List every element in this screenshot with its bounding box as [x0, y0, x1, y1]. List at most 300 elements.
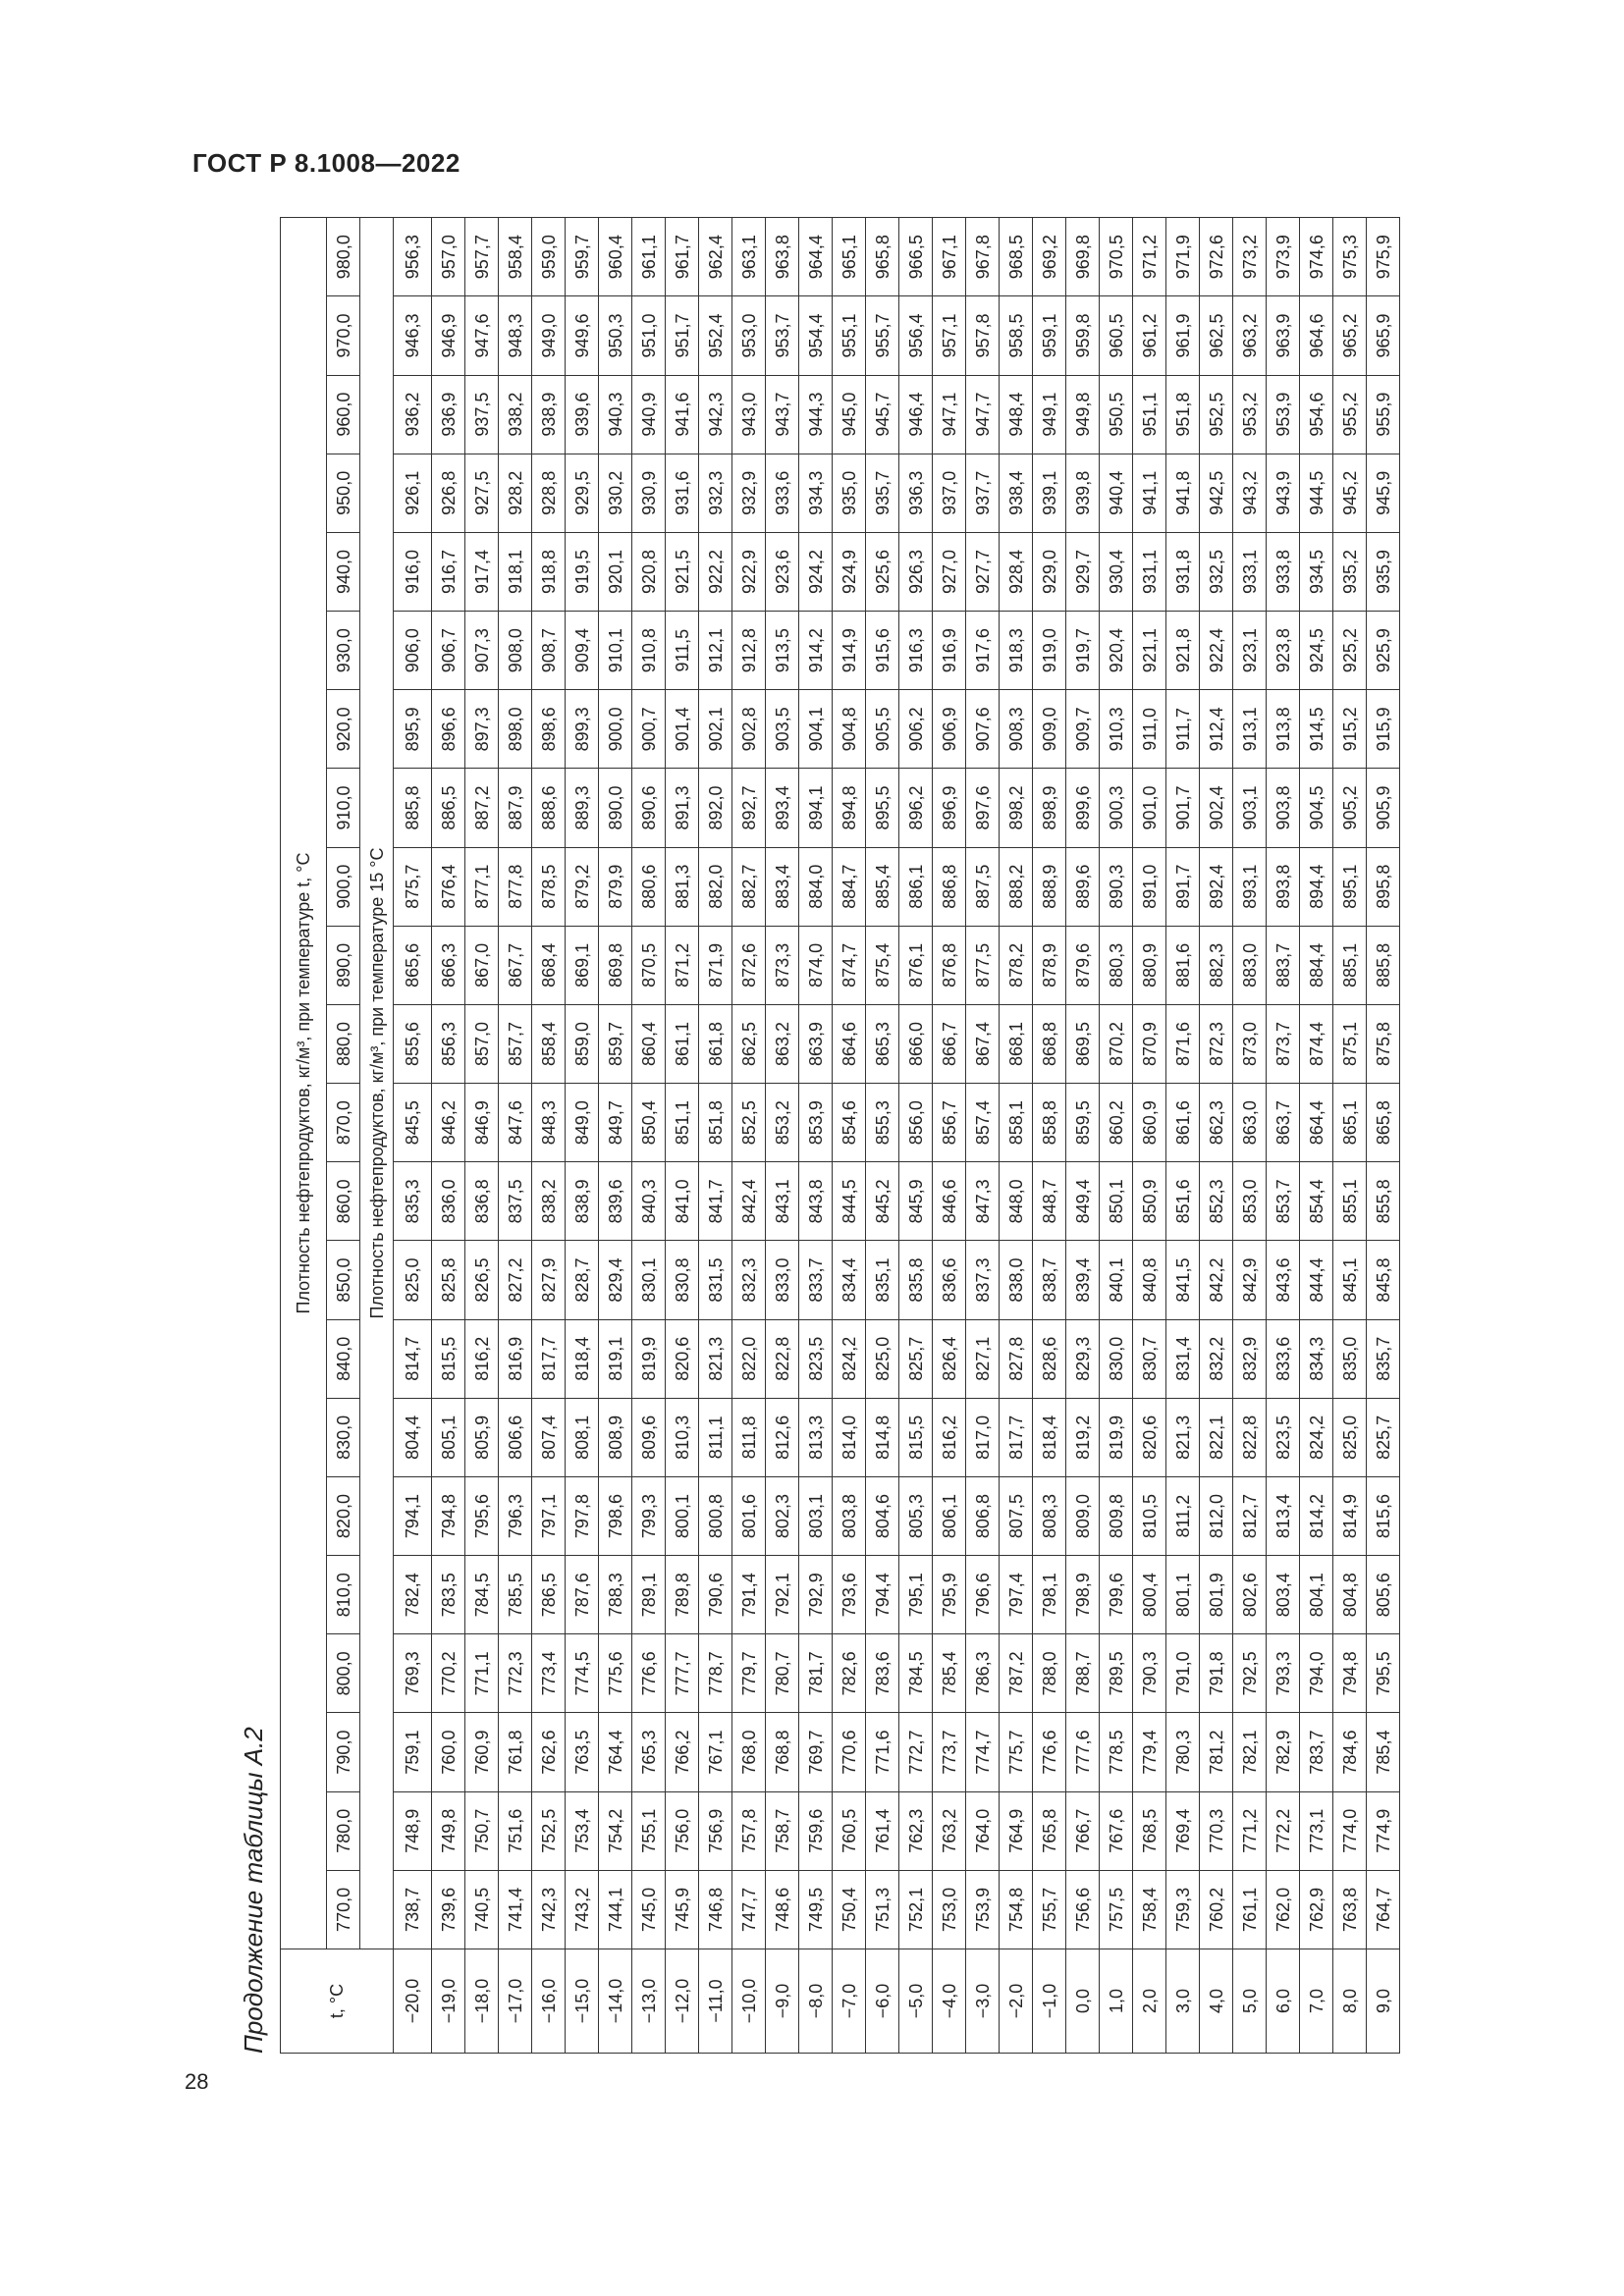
density-cell: 853,7 [1267, 1162, 1300, 1241]
density-cell: 750,7 [465, 1791, 499, 1870]
density-cell: 799,6 [1100, 1556, 1133, 1634]
density-cell: 906,0 [394, 612, 432, 690]
density-cell: 877,8 [499, 847, 532, 926]
density-cell: 867,0 [465, 926, 499, 1004]
density-cell: 954,6 [1300, 375, 1333, 454]
density-cell: 782,4 [394, 1556, 432, 1634]
density-cell: 960,4 [599, 218, 632, 296]
density-cell: 760,9 [465, 1713, 499, 1791]
density-cell: 761,8 [499, 1713, 532, 1791]
temperature-cell: −20,0 [394, 1949, 432, 2054]
density-cell: 913,5 [766, 612, 799, 690]
density-cell: 914,5 [1300, 690, 1333, 769]
density-cell: 857,0 [465, 1004, 499, 1083]
density-cell: 770,2 [432, 1634, 465, 1713]
density-column-header: 900,0 [327, 847, 360, 926]
density-cell: 956,4 [899, 296, 933, 375]
density-cell: 922,2 [699, 532, 732, 611]
density-cell: 937,5 [465, 375, 499, 454]
density-cell: 866,7 [933, 1004, 966, 1083]
density-column-header: 930,0 [327, 612, 360, 690]
table-row [1166, 218, 1200, 2054]
density-cell: 749,5 [799, 1870, 833, 1949]
density-cell: 869,1 [566, 926, 599, 1004]
density-cell: 903,5 [766, 690, 799, 769]
density-cell: 918,3 [1000, 612, 1033, 690]
density-cell: 850,9 [1133, 1162, 1166, 1241]
density-cell: 882,0 [699, 847, 732, 926]
density-cell: 791,8 [1200, 1634, 1233, 1713]
density-cell: 801,9 [1200, 1556, 1233, 1634]
density-cell: 878,2 [1000, 926, 1033, 1004]
density-cell: 933,8 [1267, 532, 1300, 611]
density-cell: 749,8 [432, 1791, 465, 1870]
temperature-column-header: t, °C [281, 1949, 394, 2054]
density-cell: 748,9 [394, 1791, 432, 1870]
density-cell: 867,4 [966, 1004, 1000, 1083]
table-row [732, 218, 766, 2054]
density-cell: 877,5 [966, 926, 1000, 1004]
density-cell: 959,7 [566, 218, 599, 296]
density-cell: 967,1 [933, 218, 966, 296]
density-cell: 940,3 [599, 375, 632, 454]
density-cell: 891,7 [1166, 847, 1200, 926]
density-cell: 869,8 [599, 926, 632, 1004]
density-cell: 755,1 [632, 1791, 666, 1870]
density-cell: 943,0 [732, 375, 766, 454]
density-cell: 946,3 [394, 296, 432, 375]
density-cell: 830,8 [666, 1241, 699, 1319]
density-cell: 756,0 [666, 1791, 699, 1870]
density-cell: 825,0 [1333, 1398, 1367, 1476]
density-cell: 928,4 [1000, 532, 1033, 611]
density-cell: 947,1 [933, 375, 966, 454]
density-cell: 909,7 [1066, 690, 1100, 769]
density-cell: 825,7 [1367, 1398, 1400, 1476]
density-cell: 808,3 [1033, 1476, 1066, 1555]
density-cell: 751,6 [499, 1791, 532, 1870]
density-cell: 901,4 [666, 690, 699, 769]
density-cell: 877,1 [465, 847, 499, 926]
density-cell: 937,0 [933, 454, 966, 532]
density-cell: 924,2 [799, 532, 833, 611]
density-cell: 859,0 [566, 1004, 599, 1083]
density-cell: 787,2 [1000, 1634, 1033, 1713]
density-cell: 910,1 [599, 612, 632, 690]
density-cell: 876,4 [432, 847, 465, 926]
density-cell: 793,3 [1267, 1634, 1300, 1713]
table-row [933, 218, 966, 2054]
density-cell: 777,7 [666, 1634, 699, 1713]
density-cell: 798,9 [1066, 1556, 1100, 1634]
density-cell: 822,8 [1233, 1398, 1267, 1476]
density-cell: 904,5 [1300, 769, 1333, 847]
density-cell: 874,0 [799, 926, 833, 1004]
density-cell: 911,5 [666, 612, 699, 690]
density-cell: 939,6 [566, 375, 599, 454]
density-column-header: 890,0 [327, 926, 360, 1004]
density-cell: 842,9 [1233, 1241, 1267, 1319]
density-cell: 949,0 [532, 296, 566, 375]
density-cell: 975,3 [1333, 218, 1367, 296]
density-cell: 915,2 [1333, 690, 1367, 769]
density-column-header: 800,0 [327, 1634, 360, 1713]
density-cell: 891,0 [1133, 847, 1166, 926]
density-cell: 863,2 [766, 1004, 799, 1083]
density-cell: 770,3 [1200, 1791, 1233, 1870]
density-cell: 807,4 [532, 1398, 566, 1476]
density-cell: 898,6 [532, 690, 566, 769]
density-cell: 920,8 [632, 532, 666, 611]
density-cell: 946,9 [432, 296, 465, 375]
density-cell: 895,5 [866, 769, 899, 847]
table-row [1333, 218, 1367, 2054]
density-cell: 759,1 [394, 1713, 432, 1791]
density-cell: 931,1 [1133, 532, 1166, 611]
density-cell: 916,0 [394, 532, 432, 611]
density-cell: 766,7 [1066, 1791, 1100, 1870]
density-cell: 793,6 [833, 1556, 866, 1634]
density-cell: 752,1 [899, 1870, 933, 1949]
density-cell: 783,6 [866, 1634, 899, 1713]
density-cell: 771,2 [1233, 1791, 1267, 1870]
density-cell: 769,7 [799, 1713, 833, 1791]
density-cell: 951,8 [1166, 375, 1200, 454]
density-cell: 897,3 [465, 690, 499, 769]
density-cell: 925,9 [1367, 612, 1400, 690]
table-row [1267, 218, 1300, 2054]
density-cell: 831,4 [1166, 1319, 1200, 1398]
density-cell: 835,1 [866, 1241, 899, 1319]
density-cell: 806,8 [966, 1476, 1000, 1555]
density-cell: 882,3 [1200, 926, 1233, 1004]
density-cell: 944,5 [1300, 454, 1333, 532]
density-cell: 936,9 [432, 375, 465, 454]
density-cell: 867,7 [499, 926, 532, 1004]
density-cell: 773,7 [933, 1713, 966, 1791]
density-cell: 816,9 [499, 1319, 532, 1398]
density-cell: 894,4 [1300, 847, 1333, 926]
density-cell: 909,4 [566, 612, 599, 690]
density-cell: 953,9 [1267, 375, 1300, 454]
density-cell: 760,2 [1200, 1870, 1233, 1949]
density-cell: 898,9 [1033, 769, 1066, 847]
density-cell: 952,5 [1200, 375, 1233, 454]
table-row [394, 218, 432, 2054]
density-cell: 794,1 [394, 1476, 432, 1555]
density-cell: 865,6 [394, 926, 432, 1004]
density-cell: 739,6 [432, 1870, 465, 1949]
density-column-header: 780,0 [327, 1791, 360, 1870]
density-cell: 870,2 [1100, 1004, 1133, 1083]
density-cell: 774,7 [966, 1713, 1000, 1791]
density-cell: 924,5 [1300, 612, 1333, 690]
density-cell: 800,8 [699, 1476, 732, 1555]
density-cell: 760,0 [432, 1713, 465, 1791]
density-cell: 843,6 [1267, 1241, 1300, 1319]
table-row [465, 218, 499, 2054]
density-cell: 879,6 [1066, 926, 1100, 1004]
density-cell: 960,5 [1100, 296, 1133, 375]
density-cell: 961,1 [632, 218, 666, 296]
density-cell: 806,1 [933, 1476, 966, 1555]
density-cell: 815,5 [432, 1319, 465, 1398]
density-cell: 900,7 [632, 690, 666, 769]
density-cell: 813,3 [799, 1398, 833, 1476]
density-cell: 794,4 [866, 1556, 899, 1634]
density-cell: 936,3 [899, 454, 933, 532]
density-cell: 803,1 [799, 1476, 833, 1555]
density-cell: 893,1 [1233, 847, 1267, 926]
density-cell: 837,3 [966, 1241, 1000, 1319]
density-cell: 896,9 [933, 769, 966, 847]
density-cell: 955,7 [866, 296, 899, 375]
density-cell: 799,3 [632, 1476, 666, 1555]
density-cell: 819,9 [632, 1319, 666, 1398]
density-cell: 813,4 [1267, 1476, 1300, 1555]
temperature-cell: 3,0 [1166, 1949, 1200, 2054]
density-cell: 897,6 [966, 769, 1000, 847]
table-header-row-2 [327, 218, 360, 2054]
density-cell: 920,4 [1100, 612, 1133, 690]
density-cell: 748,6 [766, 1870, 799, 1949]
density-cell: 875,4 [866, 926, 899, 1004]
density-cell: 834,3 [1300, 1319, 1333, 1398]
density-cell: 880,6 [632, 847, 666, 926]
density-cell: 955,1 [833, 296, 866, 375]
density-cell: 797,4 [1000, 1556, 1033, 1634]
density-cell: 951,1 [1133, 375, 1166, 454]
density-cell: 961,9 [1166, 296, 1200, 375]
density-cell: 846,6 [933, 1162, 966, 1241]
table-row [1300, 218, 1333, 2054]
density-cell: 864,4 [1300, 1084, 1333, 1162]
density-cell: 973,2 [1233, 218, 1267, 296]
density-cell: 796,3 [499, 1476, 532, 1555]
density-cell: 766,2 [666, 1713, 699, 1791]
density-cell: 795,9 [933, 1556, 966, 1634]
density-cell: 773,1 [1300, 1791, 1333, 1870]
density-cell: 759,3 [1166, 1870, 1200, 1949]
density-cell: 943,7 [766, 375, 799, 454]
density-column-header: 810,0 [327, 1556, 360, 1634]
density-subheader: Плотность нефтепродуктов, кг/м³, при температуре 15 °C [360, 218, 394, 1949]
table-row [1066, 218, 1100, 2054]
table-row [833, 218, 866, 2054]
density-cell: 865,1 [1333, 1084, 1367, 1162]
density-cell: 889,6 [1066, 847, 1100, 926]
density-column-header: 940,0 [327, 532, 360, 611]
density-cell: 827,1 [966, 1319, 1000, 1398]
density-cell: 866,0 [899, 1004, 933, 1083]
density-cell: 905,9 [1367, 769, 1400, 847]
density-cell: 741,4 [499, 1870, 532, 1949]
density-cell: 875,1 [1333, 1004, 1367, 1083]
table-row [866, 218, 899, 2054]
density-cell: 852,5 [732, 1084, 766, 1162]
temperature-cell: 6,0 [1267, 1949, 1300, 2054]
density-cell: 962,5 [1200, 296, 1233, 375]
density-cell: 932,9 [732, 454, 766, 532]
density-cell: 915,9 [1367, 690, 1400, 769]
density-cell: 840,1 [1100, 1241, 1133, 1319]
density-cell: 819,2 [1066, 1398, 1100, 1476]
density-cell: 762,6 [532, 1713, 566, 1791]
density-cell: 822,8 [766, 1319, 799, 1398]
density-cell: 903,1 [1233, 769, 1267, 847]
density-cell: 922,4 [1200, 612, 1233, 690]
density-cell: 908,3 [1000, 690, 1033, 769]
density-cell: 776,6 [632, 1634, 666, 1713]
density-cell: 792,5 [1233, 1634, 1267, 1713]
density-cell: 887,2 [465, 769, 499, 847]
density-cell: 929,7 [1066, 532, 1100, 611]
density-cell: 871,9 [699, 926, 732, 1004]
temperature-cell: −15,0 [566, 1949, 599, 2054]
density-cell: 859,5 [1066, 1084, 1100, 1162]
density-cell: 854,4 [1300, 1162, 1333, 1241]
table-row [599, 218, 632, 2054]
density-cell: 823,5 [799, 1319, 833, 1398]
temperature-cell: −10,0 [732, 1949, 766, 2054]
density-cell: 865,3 [866, 1004, 899, 1083]
density-cell: 895,8 [1367, 847, 1400, 926]
density-cell: 794,0 [1300, 1634, 1333, 1713]
density-cell: 849,7 [599, 1084, 632, 1162]
density-column-header: 840,0 [327, 1319, 360, 1398]
density-cell: 853,9 [799, 1084, 833, 1162]
table-caption: Продолжение таблицы А.2 [239, 1727, 268, 2054]
density-cell: 851,8 [699, 1084, 732, 1162]
density-cell: 868,1 [1000, 1004, 1033, 1083]
density-cell: 951,0 [632, 296, 666, 375]
density-cell: 938,4 [1000, 454, 1033, 532]
density-cell: 785,4 [933, 1634, 966, 1713]
density-cell: 944,3 [799, 375, 833, 454]
density-cell: 961,7 [666, 218, 699, 296]
density-cell: 892,0 [699, 769, 732, 847]
density-cell: 899,6 [1066, 769, 1100, 847]
density-cell: 918,1 [499, 532, 532, 611]
density-cell: 757,8 [732, 1791, 766, 1870]
density-cell: 856,7 [933, 1084, 966, 1162]
density-cell: 798,1 [1033, 1556, 1066, 1634]
density-cell: 851,1 [666, 1084, 699, 1162]
density-cell: 775,6 [599, 1634, 632, 1713]
density-cell: 832,9 [1233, 1319, 1267, 1398]
density-cell: 750,4 [833, 1870, 866, 1949]
density-cell: 928,8 [532, 454, 566, 532]
density-cell: 848,3 [532, 1084, 566, 1162]
density-cell: 797,8 [566, 1476, 599, 1555]
density-cell: 939,8 [1066, 454, 1100, 532]
density-cell: 792,9 [799, 1556, 833, 1634]
table-row [899, 218, 933, 2054]
density-cell: 876,1 [899, 926, 933, 1004]
density-cell: 916,7 [432, 532, 465, 611]
density-cell: 901,7 [1166, 769, 1200, 847]
density-cell: 795,5 [1367, 1634, 1400, 1713]
density-cell: 833,6 [1267, 1319, 1300, 1398]
density-cell: 921,5 [666, 532, 699, 611]
density-cell: 911,7 [1166, 690, 1200, 769]
density-cell: 939,1 [1033, 454, 1066, 532]
table-row [499, 218, 532, 2054]
density-cell: 925,6 [866, 532, 899, 611]
density-cell: 959,8 [1066, 296, 1100, 375]
density-cell: 895,9 [394, 690, 432, 769]
density-cell: 768,8 [766, 1713, 799, 1791]
density-cell: 804,8 [1333, 1556, 1367, 1634]
density-cell: 757,5 [1100, 1870, 1133, 1949]
density-cell: 805,3 [899, 1476, 933, 1555]
density-cell: 924,9 [833, 532, 866, 611]
density-cell: 907,3 [465, 612, 499, 690]
density-cell: 839,4 [1066, 1241, 1100, 1319]
density-cell: 915,6 [866, 612, 899, 690]
density-cell: 778,7 [699, 1634, 732, 1713]
density-cell: 801,1 [1166, 1556, 1200, 1634]
density-cell: 964,6 [1300, 296, 1333, 375]
density-cell: 937,7 [966, 454, 1000, 532]
density-column-header: 770,0 [327, 1870, 360, 1949]
density-cell: 879,9 [599, 847, 632, 926]
density-cell: 932,5 [1200, 532, 1233, 611]
density-cell: 885,8 [1367, 926, 1400, 1004]
density-cell: 811,8 [732, 1398, 766, 1476]
density-cell: 965,9 [1367, 296, 1400, 375]
density-cell: 794,8 [1333, 1634, 1367, 1713]
density-cell: 885,1 [1333, 926, 1367, 1004]
density-cell: 940,9 [632, 375, 666, 454]
density-cell: 927,5 [465, 454, 499, 532]
density-cell: 965,1 [833, 218, 866, 296]
temperature-cell: −7,0 [833, 1949, 866, 2054]
density-cell: 890,3 [1100, 847, 1133, 926]
table-row [1100, 218, 1133, 2054]
density-cell: 904,1 [799, 690, 833, 769]
density-cell: 805,1 [432, 1398, 465, 1476]
density-cell: 917,4 [465, 532, 499, 611]
density-cell: 868,8 [1033, 1004, 1066, 1083]
density-cell: 835,8 [899, 1241, 933, 1319]
density-cell: 794,8 [432, 1476, 465, 1555]
density-cell: 797,1 [532, 1476, 566, 1555]
density-cell: 800,1 [666, 1476, 699, 1555]
density-cell: 935,2 [1333, 532, 1367, 611]
density-cell: 846,9 [465, 1084, 499, 1162]
temperature-cell: 5,0 [1233, 1949, 1267, 2054]
density-cell: 892,7 [732, 769, 766, 847]
density-cell: 931,8 [1166, 532, 1200, 611]
density-cell: 885,8 [394, 769, 432, 847]
density-cell: 815,5 [899, 1398, 933, 1476]
density-cell: 883,0 [1233, 926, 1267, 1004]
density-cell: 940,4 [1100, 454, 1133, 532]
density-cell: 845,8 [1367, 1241, 1400, 1319]
density-cell: 814,8 [866, 1398, 899, 1476]
density-cell: 830,1 [632, 1241, 666, 1319]
density-cell: 874,4 [1300, 1004, 1333, 1083]
density-cell: 768,5 [1133, 1791, 1166, 1870]
density-column-header: 920,0 [327, 690, 360, 769]
density-cell: 906,9 [933, 690, 966, 769]
density-cell: 845,5 [394, 1084, 432, 1162]
density-cell: 941,8 [1166, 454, 1200, 532]
density-cell: 742,3 [532, 1870, 566, 1949]
density-cell: 943,9 [1267, 454, 1300, 532]
density-cell: 963,1 [732, 218, 766, 296]
